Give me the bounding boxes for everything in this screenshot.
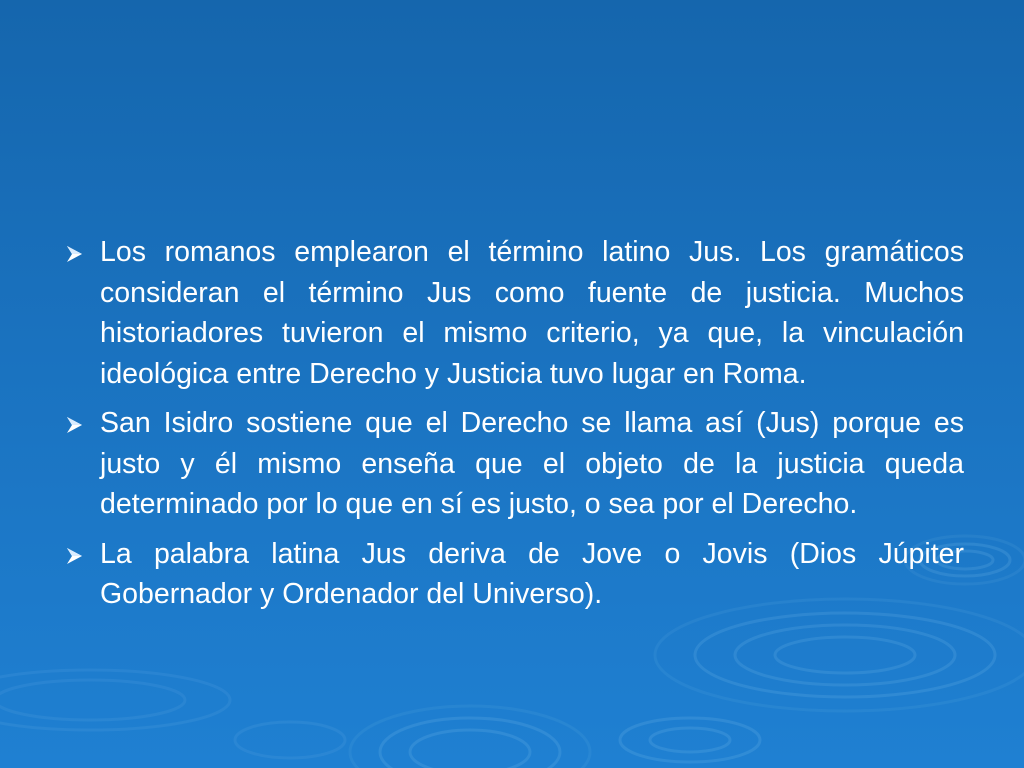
arrowhead-bullet-icon	[64, 244, 86, 264]
bullet-text: Los romanos emplearon el término latino Jus. Los gramáticos consideran el término Jus como fuente de justicia. Muchos historiadores tuvieron el mismo criterio, ya que, la vinculación ideológica entre Derecho y Justicia tuvo lugar en Roma.	[100, 236, 964, 390]
bullet-item	[62, 534, 964, 615]
slide-content	[62, 232, 964, 624]
arrowhead-bullet-icon	[64, 546, 86, 566]
bullet-item	[62, 232, 964, 394]
arrowhead-bullet-icon	[64, 415, 86, 435]
bullet-text: San Isidro sostiene que el Derecho se llama así (Jus) porque es justo y él mismo enseña que el objeto de la justicia queda determinado por lo que en sí es justo, o sea por el Derecho.	[100, 407, 964, 520]
bullet-item	[62, 403, 964, 525]
bullet-text: La palabra latina Jus deriva de Jove o Jovis (Dios Júpiter Gobernador y Ordenador del Universo).	[100, 537, 964, 610]
bullet-list	[62, 232, 964, 615]
